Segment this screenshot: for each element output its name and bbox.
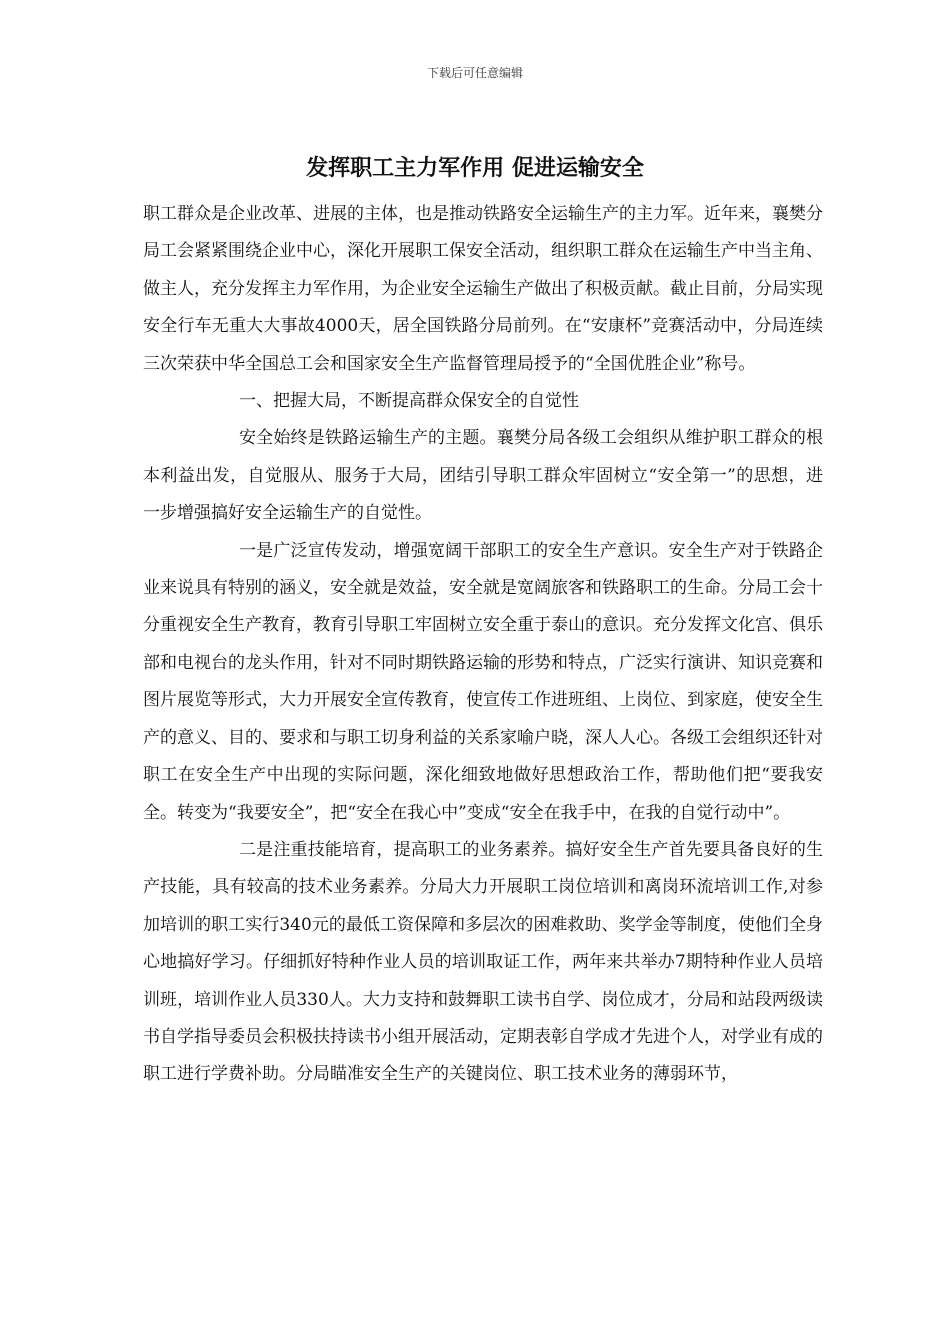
header-note: 下载后可任意编辑 (426, 66, 523, 80)
paragraph-point-1: 一是广泛宣传发动，增强宽阔干部职工的安全生产意识。安全生产对于铁路企业来说具有特别的涵义，安全就是效益，安全就是宽阔旅客和铁路职工的生命。分局工会十分重视安全生产教育，教育引导职工牢固树立安全重于泰山的意识。充分发挥文化宫、俱乐部和电视台的龙头作用，针对不同时期铁路运输的形势和特点，广泛实行演讲、知识竞赛和图片展览等形式，大力开展安全宣传教育，使宣传工作进班组、上岗位、到家庭，使安全生产的意义、目的、要求和与职工切身利益的关系家喻户晓，深人人心。各级工会组织还针对职工在安全生产中出现的实际问题，深化细致地做好思想政治工作，帮助他们把“要我安全。转变为“我要安全”，把“安全在我心中”变成“安全在我手中，在我的自觉行动中”。 (143, 540, 823, 823)
section-heading-1: 一、把握大局，不断提高群众保安全的自觉性 (239, 391, 579, 412)
document-body (143, 196, 823, 1094)
paragraph-section-1-intro: 安全始终是铁路运输生产的主题。襄樊分局各级工会组织从维护职工群众的根本利益出发，自觉服从、服务于大局，团结引导职工群众牢固树立“安全第一”的思想，进一步增强搞好安全运输生产的自觉性。 (143, 428, 823, 524)
paragraph-intro: 职工群众是企业改革、进展的主体，也是推动铁路安全运输生产的主力军。近年来，襄樊分局工会紧紧围绕企业中心，深化开展职工保安全活动，组织职工群众在运输生产中当主角、做主人，充分发挥主力军作用，为企业安全运输生产做出了积极贡献。截止目前，分局实现安全行车无重大大事故4000天，居全国铁路分局前列。在“安康杯”竞赛活动中，分局连续三次荣获中华全国总工会和国家安全生产监督管理局授予的“全国优胜企业”称号。 (143, 204, 823, 374)
paragraph-point-2: 二是注重技能培育，提高职工的业务素养。搞好安全生产首先要具备良好的生产技能，具有较高的技术业务素养。分局大力开展职工岗位培训和离岗环流培训工作,对参加培训的职工实行340元的最低工资保障和多层次的困难救助、奖学金等制度，使他们全身心地搞好学习。仔细抓好特种作业人员的培训取证工作，两年来共举办7期特种作业人员培训班，培训作业人员330人。大力支持和鼓舞职工读书自学、岗位成才，分局和站段两级读书自学指导委员会积极扶持读书小组开展活动，定期表彰自学成才先进个人，对学业有成的职工进行学费补助。分局瞄准安全生产的关键岗位、职工技术业务的薄弱环节， (143, 839, 823, 1085)
document-title: 发挥职工主力军作用 促进运输安全 (306, 155, 644, 181)
